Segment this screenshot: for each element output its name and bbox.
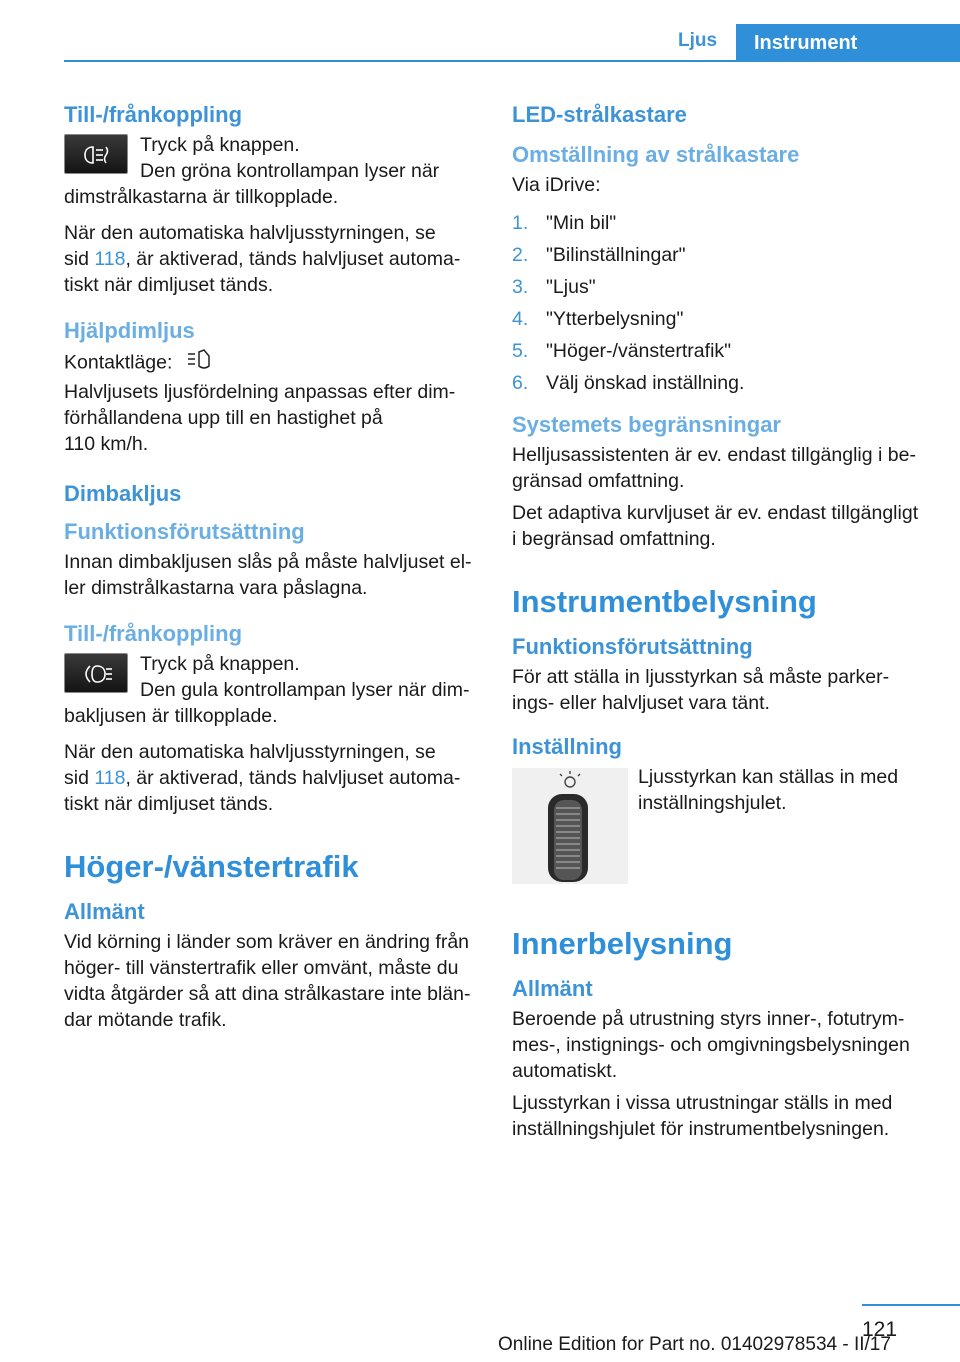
body-text: tiskt när dimljuset tänds. xyxy=(64,793,274,815)
front-fog-button-row xyxy=(64,132,480,184)
section-heading: Dimbakljus xyxy=(64,481,182,506)
chapter-heading: Höger-/vänstertrafik xyxy=(64,849,359,884)
instruction-text: Tryck på knappen. xyxy=(140,653,300,675)
rear-fog-button-row xyxy=(64,651,480,703)
body-text: Halvljusets ljusfördelning anpassas efter dim‐ xyxy=(64,381,456,403)
page-link[interactable]: 118 xyxy=(94,767,126,789)
body-text: vidta åtgärder så att dina strålkastare inte blän‐ xyxy=(64,983,471,1005)
body-text: Kontaktläge: xyxy=(64,348,480,379)
brightness-setting-block xyxy=(512,764,932,904)
brightness-wheel-icon xyxy=(512,768,628,884)
tab-instrument[interactable]: Instrument xyxy=(736,24,960,62)
section-heading: Hjälpdimljus xyxy=(64,318,195,343)
subsection-heading: Omställning av strålkastare xyxy=(512,142,800,167)
subsection-heading: Systemets begränsningar xyxy=(512,412,781,437)
body-text: förhållandena upp till en hastighet på xyxy=(64,407,383,429)
body-text: Det adaptiva kurvljuset är ev. endast tillgängligt xyxy=(512,502,919,524)
subsection-heading: Allmänt xyxy=(64,899,145,924)
body-text: i begränsad omfattning. xyxy=(512,528,716,550)
rear-fog-light-icon xyxy=(64,653,128,693)
edition-footer: Online Edition for Part no. 01402978534 - II/17 xyxy=(498,1334,891,1355)
instruction-text: Tryck på knappen. xyxy=(140,134,300,156)
body-text: tiskt när dimljuset tänds. xyxy=(64,274,274,296)
section-heading: Till-/frånkoppling xyxy=(64,621,243,646)
body-text: bakljusen är tillkopplade. xyxy=(64,705,278,727)
page-link[interactable]: 118 xyxy=(94,248,126,270)
body-text: När den automatiska halvljusstyrningen, se xyxy=(64,741,436,763)
body-text: sid 118, är aktiverad, tänds halvljuset automa‐ xyxy=(64,767,461,789)
body-text: Via iDrive: xyxy=(512,174,601,196)
list-item: 3. "Ljus" xyxy=(512,276,596,298)
body-text: Helljusassistenten är ev. endast tillgänglig i be‐ xyxy=(512,444,916,466)
body-text: Vid körning i länder som kräver en ändring från xyxy=(64,931,470,953)
section-heading: LED-strålkastare xyxy=(512,102,687,127)
list-item: 4. "Ytterbelysning" xyxy=(512,308,684,330)
footer-rule xyxy=(862,1304,960,1306)
list-item: 6. Välj önskad inställning. xyxy=(512,372,745,394)
chapter-heading: Instrumentbelysning xyxy=(512,584,817,619)
body-text: inställningshjulet. xyxy=(638,792,787,814)
body-text: ler dimstrålkastarna vara påslagna. xyxy=(64,577,368,599)
body-text: ings- eller halvljuset vara tänt. xyxy=(512,692,770,714)
body-text: När den automatiska halvljusstyrningen, se xyxy=(64,222,436,244)
right-column xyxy=(512,100,932,1142)
body-text: höger- till vänstertrafik eller omvänt, måste du xyxy=(64,957,459,979)
left-column xyxy=(64,100,480,1033)
list-item: 5. "Höger-/vänstertrafik" xyxy=(512,340,732,362)
section-heading: Till-/frånkoppling xyxy=(64,102,243,127)
subsection-heading: Funktionsförutsättning xyxy=(64,519,305,544)
subsection-heading: Funktionsförutsättning xyxy=(512,634,753,659)
steps-list xyxy=(512,210,932,396)
body-text: Beroende på utrustning styrs inner-, fotutrym‐ xyxy=(512,1008,905,1030)
body-text: Ljusstyrkan i vissa utrustningar ställs in med xyxy=(512,1092,893,1114)
page-number: 121 xyxy=(862,1318,898,1341)
body-text: dar mötande trafik. xyxy=(64,1009,227,1031)
tab-ljus[interactable]: Ljus xyxy=(678,30,718,51)
body-text: 110 km/h. xyxy=(64,433,149,455)
chapter-heading: Innerbelysning xyxy=(512,926,733,961)
subsection-heading: Allmänt xyxy=(512,976,593,1001)
body-text: dimstrålkastarna är tillkopplade. xyxy=(64,186,339,208)
body-text: gränsad omfattning. xyxy=(512,470,685,492)
ignition-position-icon xyxy=(186,348,212,379)
body-text: mes-, instignings- och omgivningsbelysningen xyxy=(512,1034,910,1056)
body-text: För att ställa in ljusstyrkan så måste parker‐ xyxy=(512,666,890,688)
body-text: inställningshjulet för instrumentbelysningen. xyxy=(512,1118,890,1140)
list-item: 2. "Bilinställningar" xyxy=(512,244,686,266)
body-text: sid 118, är aktiverad, tänds halvljuset automa‐ xyxy=(64,248,461,270)
list-item: 1. "Min bil" xyxy=(512,212,617,234)
subsection-heading: Inställning xyxy=(512,734,622,759)
body-text: automatiskt. xyxy=(512,1060,618,1082)
body-text: Ljusstyrkan kan ställas in med xyxy=(638,766,899,788)
instruction-text: Den gula kontrollampan lyser när dim‐ xyxy=(140,679,470,701)
body-text: Innan dimbakljusen slås på måste halvljuset el‐ xyxy=(64,551,472,573)
instruction-text: Den gröna kontrollampan lyser när xyxy=(140,160,440,182)
front-fog-light-icon xyxy=(64,134,128,174)
